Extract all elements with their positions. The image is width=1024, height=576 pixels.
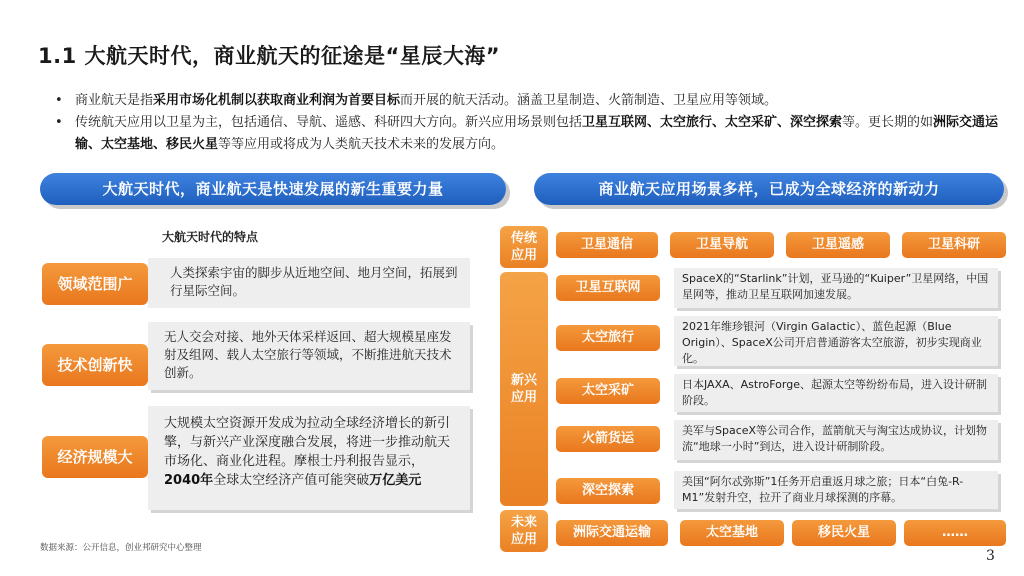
traditional-app-research: 卫星科研 bbox=[902, 232, 1006, 258]
emerging-app-label: 深空探索 bbox=[556, 478, 660, 504]
category-traditional-label: 传统应用 bbox=[510, 231, 537, 263]
emerging-app-desc: 美军与SpaceX等公司合作，蓝箭航天与淘宝达成协议，计划物流“地球一小时”到达，进入设计研制阶段。 bbox=[674, 420, 998, 460]
page-number: 3 bbox=[986, 548, 995, 564]
emerging-app-label: 太空采矿 bbox=[556, 378, 660, 404]
intro-bullets bbox=[55, 90, 1005, 156]
future-app-transport: 洲际交通运输 bbox=[556, 520, 668, 546]
traditional-app-nav: 卫星导航 bbox=[670, 232, 774, 258]
emerging-app-label: 火箭货运 bbox=[556, 426, 660, 452]
page-title: 1.1 大航天时代，商业航天的征途是“星辰大海” bbox=[38, 44, 501, 68]
future-app-more: …… bbox=[904, 520, 1006, 546]
bullet-dot: • bbox=[55, 93, 63, 108]
data-source-note: 数据来源：公开信息，创业邦研究中心整理 bbox=[40, 543, 202, 553]
category-future-label: 未来应用 bbox=[510, 515, 537, 547]
feature-desc-bold: 2040年 bbox=[164, 473, 214, 488]
feature-tag-innovation: 技术创新快 bbox=[42, 344, 148, 386]
future-app-base: 太空基地 bbox=[680, 520, 784, 546]
feature-tag-economy: 经济规模大 bbox=[42, 436, 148, 478]
category-future bbox=[500, 510, 548, 552]
future-app-mars: 移民火星 bbox=[792, 520, 896, 546]
bullet-bold-text: 采用市场化机制以获取商业利润为首要目标 bbox=[153, 93, 401, 108]
emerging-app-desc: 日本JAXA、AstroForge、起源太空等纷纷布局，进入设计研制阶段。 bbox=[674, 374, 998, 412]
category-emerging bbox=[500, 272, 548, 506]
category-traditional bbox=[500, 226, 548, 268]
feature-desc-bold: 万亿美元 bbox=[369, 473, 422, 488]
bullet-bold-text: 卫星互联网、太空旅行、太空采矿、深空探索 bbox=[582, 115, 843, 130]
emerging-app-label: 卫星互联网 bbox=[556, 275, 660, 301]
feature-desc-innovation: 无人交会对接、地外天体采样返回、超大规模星座发射及组网、载人太空旅行等领域，不断推进航天技术创新。 bbox=[148, 322, 470, 390]
bullet-text: 传统航天应用以卫星为主，包括通信、导航、遥感、科研四大方向。新兴应用场景则包括 bbox=[75, 115, 583, 130]
emerging-app-desc: 美国“阿尔忒弥斯”1任务开启重返月球之旅；日本“白兔-R-M1”发射升空，拉开了商业月球探测的序幕。 bbox=[674, 471, 998, 509]
features-heading: 大航天时代的特点 bbox=[162, 230, 259, 244]
category-emerging-label: 新兴应用 bbox=[510, 373, 537, 405]
emerging-app-label: 太空旅行 bbox=[556, 325, 660, 351]
feature-desc-scope: 人类探索宇宙的脚步从近地空间、地月空间，拓展到行星际空间。 bbox=[148, 258, 470, 308]
bullet-text: 而开展的航天活动。涵盖卫星制造、火箭制造、卫星应用等领域。 bbox=[400, 93, 778, 108]
bullet-text: 商业航天是指 bbox=[75, 93, 154, 108]
bullet-text: 等。更长期的如 bbox=[842, 115, 934, 130]
feature-desc-text: 大规模太空资源开发成为拉动全球经济增长的新引擎，与新兴产业深度融合发展，将进一步推动航天市场化、商业化进程。摩根士丹利报告显示， bbox=[164, 416, 451, 469]
feature-desc-text: 全球太空经济产值可能突破 bbox=[213, 473, 370, 488]
emerging-app-desc: SpaceX的“Starlink”计划，亚马逊的“Kuiper”卫星网络，中国星网等，推动卫星互联网加速发展。 bbox=[674, 268, 998, 308]
emerging-app-desc: 2021年维珍银河（Virgin Galactic）、蓝色起源（Blue Origin）、SpaceX公司开启普通游客太空旅游，初步实现商业化。 bbox=[674, 316, 998, 366]
feature-tag-scope: 领域范围广 bbox=[42, 263, 148, 305]
bullet-item bbox=[55, 112, 1005, 156]
traditional-app-remote: 卫星遥感 bbox=[786, 232, 890, 258]
left-section-banner: 大航天时代，商业航天是快速发展的新生重要力量 bbox=[40, 173, 506, 205]
bullet-text: 等等应用或将成为人类航天技术未来的发展方向。 bbox=[218, 137, 505, 152]
bullet-bold-text: 洲际交通运输、太空基地、移民火星 bbox=[75, 115, 999, 152]
right-section-banner: 商业航天应用场景多样，已成为全球经济的新动力 bbox=[534, 173, 1004, 205]
bullet-item bbox=[55, 90, 1005, 112]
feature-desc-economy bbox=[148, 406, 470, 510]
bullet-dot: • bbox=[55, 115, 63, 130]
traditional-app-comm: 卫星通信 bbox=[556, 232, 658, 258]
